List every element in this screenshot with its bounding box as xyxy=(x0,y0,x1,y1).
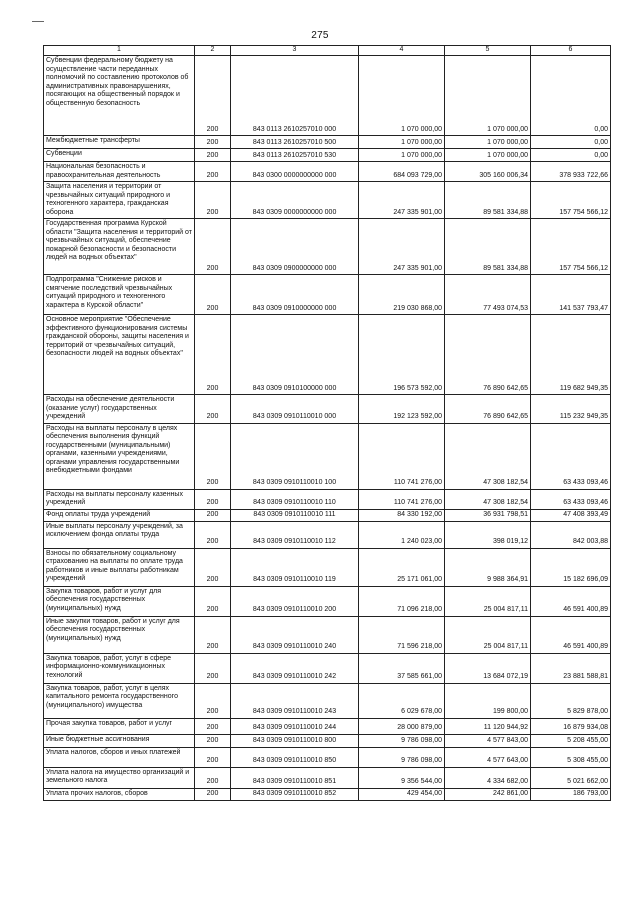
row-value-col6: 46 591 400,89 xyxy=(531,586,611,616)
row-value-col5: 4 577 843,00 xyxy=(445,734,531,747)
row-value-col5: 1 070 000,00 xyxy=(445,56,531,136)
row-budget-code: 843 0309 0910110010 243 xyxy=(231,683,359,718)
row-name: Государственная программа Курской области "Защита населения и территорий от чрезвычайных ситуаций, обеспечение пожарной безопасности и безопасности людей на водных объектах" xyxy=(44,219,195,275)
row-budget-code: 843 0300 0000000000 000 xyxy=(231,162,359,182)
row-value-col4: 71 096 218,00 xyxy=(359,586,445,616)
table-row xyxy=(44,509,611,521)
table-row xyxy=(44,788,611,800)
row-value-col5: 47 308 182,54 xyxy=(445,423,531,489)
row-value-col4: 429 454,00 xyxy=(359,788,445,800)
row-code: 200 xyxy=(195,162,231,182)
row-value-col6: 5 308 455,00 xyxy=(531,747,611,767)
row-code: 200 xyxy=(195,767,231,788)
row-value-col5: 199 800,00 xyxy=(445,683,531,718)
row-budget-code: 843 0309 0000000000 000 xyxy=(231,182,359,219)
table-row xyxy=(44,219,611,275)
row-value-col5: 398 019,12 xyxy=(445,521,531,548)
row-value-col5: 242 861,00 xyxy=(445,788,531,800)
row-code: 200 xyxy=(195,747,231,767)
row-value-col6: 186 793,00 xyxy=(531,788,611,800)
row-budget-code: 843 0309 0910110010 200 xyxy=(231,586,359,616)
row-value-col6: 0,00 xyxy=(531,136,611,149)
row-name: Подпрограмма "Снижение рисков и смягчение последствий чрезвычайных ситуаций природного и техногенного характера в Курской области" xyxy=(44,275,195,315)
row-name: Иные выплаты персоналу учреждений, за исключением фонда оплаты труда xyxy=(44,521,195,548)
row-name: Расходы на выплаты персоналу казенных учреждений xyxy=(44,489,195,509)
table-row xyxy=(44,767,611,788)
row-value-col4: 37 585 661,00 xyxy=(359,653,445,683)
row-value-col6: 157 754 566,12 xyxy=(531,219,611,275)
row-budget-code: 843 0309 0910110010 240 xyxy=(231,616,359,653)
row-value-col6: 63 433 093,46 xyxy=(531,489,611,509)
row-value-col4: 196 573 592,00 xyxy=(359,315,445,395)
row-code: 200 xyxy=(195,149,231,162)
row-code: 200 xyxy=(195,315,231,395)
row-name: Закупка товаров, работ, услуг в целях капитального ремонта государственного (муниципального) имущества xyxy=(44,683,195,718)
row-name: Уплата прочих налогов, сборов xyxy=(44,788,195,800)
row-value-col6: 157 754 566,12 xyxy=(531,182,611,219)
row-name: Уплата налога на имущество организаций и земельного налога xyxy=(44,767,195,788)
table-row xyxy=(44,747,611,767)
row-value-col4: 1 070 000,00 xyxy=(359,136,445,149)
row-value-col5: 25 004 817,11 xyxy=(445,616,531,653)
row-value-col6: 5 208 455,00 xyxy=(531,734,611,747)
row-value-col4: 71 596 218,00 xyxy=(359,616,445,653)
row-value-col6: 378 933 722,66 xyxy=(531,162,611,182)
row-name: Расходы на обеспечение деятельности (оказание услуг) государственных учреждений xyxy=(44,395,195,424)
table-row xyxy=(44,653,611,683)
row-value-col4: 684 093 729,00 xyxy=(359,162,445,182)
row-value-col5: 9 988 364,91 xyxy=(445,548,531,586)
row-value-col5: 1 070 000,00 xyxy=(445,136,531,149)
row-value-col6: 0,00 xyxy=(531,149,611,162)
row-value-col5: 305 160 006,34 xyxy=(445,162,531,182)
row-value-col6: 47 408 393,49 xyxy=(531,509,611,521)
row-value-col4: 247 335 901,00 xyxy=(359,219,445,275)
row-code: 200 xyxy=(195,395,231,424)
table-row xyxy=(44,136,611,149)
row-budget-code: 843 0309 0910110010 111 xyxy=(231,509,359,521)
row-budget-code: 843 0113 2610257010 500 xyxy=(231,136,359,149)
row-value-col4: 247 335 901,00 xyxy=(359,182,445,219)
row-code: 200 xyxy=(195,586,231,616)
row-value-col5: 47 308 182,54 xyxy=(445,489,531,509)
row-value-col4: 110 741 276,00 xyxy=(359,423,445,489)
row-code: 200 xyxy=(195,509,231,521)
header-cell: 6 xyxy=(531,46,611,56)
table-row xyxy=(44,315,611,395)
row-code: 200 xyxy=(195,616,231,653)
table-row xyxy=(44,56,611,136)
row-code: 200 xyxy=(195,683,231,718)
row-value-col6: 5 829 878,00 xyxy=(531,683,611,718)
row-value-col6: 141 537 793,47 xyxy=(531,275,611,315)
row-value-col5: 1 070 000,00 xyxy=(445,149,531,162)
table-row xyxy=(44,149,611,162)
row-value-col5: 4 334 682,00 xyxy=(445,767,531,788)
row-code: 200 xyxy=(195,219,231,275)
row-budget-code: 843 0309 0900000000 000 xyxy=(231,219,359,275)
row-code: 200 xyxy=(195,734,231,747)
row-value-col4: 6 029 678,00 xyxy=(359,683,445,718)
row-value-col4: 84 330 192,00 xyxy=(359,509,445,521)
row-name: Закупка товаров, работ, услуг в сфере информационно-коммуникационных технологий xyxy=(44,653,195,683)
table-row xyxy=(44,275,611,315)
table-row xyxy=(44,489,611,509)
row-value-col4: 9 786 098,00 xyxy=(359,747,445,767)
row-value-col5: 36 931 798,51 xyxy=(445,509,531,521)
row-name: Основное мероприятие "Обеспечение эффективного функционирования системы гражданской обороны, защиты населения и территорий от чрезвычайных ситуаций, безопасности людей на водных объектах" xyxy=(44,315,195,395)
row-value-col4: 1 240 023,00 xyxy=(359,521,445,548)
row-budget-code: 843 0113 2610257010 000 xyxy=(231,56,359,136)
page-edge-mark xyxy=(32,21,44,22)
row-budget-code: 843 0309 0910110010 800 xyxy=(231,734,359,747)
row-code: 200 xyxy=(195,182,231,219)
row-budget-code: 843 0309 0910000000 000 xyxy=(231,275,359,315)
table-row xyxy=(44,182,611,219)
row-code: 200 xyxy=(195,56,231,136)
row-name: Иные закупки товаров, работ и услуг для обеспечения государственных (муниципальных) нужд xyxy=(44,616,195,653)
table-row xyxy=(44,521,611,548)
row-code: 200 xyxy=(195,423,231,489)
row-value-col6: 23 881 588,81 xyxy=(531,653,611,683)
row-value-col5: 13 684 072,19 xyxy=(445,653,531,683)
header-cell: 5 xyxy=(445,46,531,56)
row-value-col6: 46 591 400,89 xyxy=(531,616,611,653)
row-name: Уплата налогов, сборов и иных платежей xyxy=(44,747,195,767)
table-row xyxy=(44,683,611,718)
table-row xyxy=(44,718,611,734)
row-value-col5: 89 581 334,88 xyxy=(445,182,531,219)
page-number: 275 xyxy=(311,30,329,41)
row-name: Межбюджетные трансферты xyxy=(44,136,195,149)
row-name: Национальная безопасность и правоохранительная деятельность xyxy=(44,162,195,182)
row-value-col5: 25 004 817,11 xyxy=(445,586,531,616)
row-value-col5: 77 493 074,53 xyxy=(445,275,531,315)
row-budget-code: 843 0309 0910110010 242 xyxy=(231,653,359,683)
row-value-col5: 89 581 334,88 xyxy=(445,219,531,275)
row-value-col4: 1 070 000,00 xyxy=(359,56,445,136)
row-budget-code: 843 0309 0910110010 851 xyxy=(231,767,359,788)
row-value-col5: 76 890 642,65 xyxy=(445,395,531,424)
table-row xyxy=(44,586,611,616)
row-value-col5: 4 577 643,00 xyxy=(445,747,531,767)
row-budget-code: 843 0309 0910110010 119 xyxy=(231,548,359,586)
row-value-col6: 15 182 696,09 xyxy=(531,548,611,586)
row-name: Субвенции федеральному бюджету на осуществление части переданных полномочий по составлению протоколов об административных правонарушениях, посягающих на общественный порядок и общественную безопасность xyxy=(44,56,195,136)
row-value-col5: 11 120 944,92 xyxy=(445,718,531,734)
table-row xyxy=(44,395,611,424)
row-name: Иные бюджетные ассигнования xyxy=(44,734,195,747)
budget-table xyxy=(43,45,611,801)
row-budget-code: 843 0309 0910110010 100 xyxy=(231,423,359,489)
row-value-col6: 119 682 949,35 xyxy=(531,315,611,395)
table-row xyxy=(44,423,611,489)
row-name: Фонд оплаты труда учреждений xyxy=(44,509,195,521)
row-value-col5: 76 890 642,65 xyxy=(445,315,531,395)
row-code: 200 xyxy=(195,653,231,683)
row-budget-code: 843 0309 0910110010 852 xyxy=(231,788,359,800)
row-name: Расходы на выплаты персоналу в целях обеспечения выполнения функций государственными (муниципальными) органами, казенными учреждениями, органами управления государственными внебюджетными фондами xyxy=(44,423,195,489)
row-value-col6: 16 879 934,08 xyxy=(531,718,611,734)
row-name: Защита населения и территории от чрезвычайных ситуаций природного и техногенного характера, гражданская оборона xyxy=(44,182,195,219)
table-row xyxy=(44,616,611,653)
table-row xyxy=(44,548,611,586)
table-header-row xyxy=(44,46,611,56)
row-value-col6: 842 003,88 xyxy=(531,521,611,548)
row-code: 200 xyxy=(195,489,231,509)
row-name: Взносы по обязательному социальному страхованию на выплаты по оплате труда работников и иные выплаты работникам учреждений xyxy=(44,548,195,586)
row-value-col4: 1 070 000,00 xyxy=(359,149,445,162)
header-cell: 2 xyxy=(195,46,231,56)
row-code: 200 xyxy=(195,275,231,315)
header-cell: 1 xyxy=(44,46,195,56)
table-row xyxy=(44,734,611,747)
row-value-col4: 192 123 592,00 xyxy=(359,395,445,424)
row-value-col6: 0,00 xyxy=(531,56,611,136)
row-code: 200 xyxy=(195,788,231,800)
row-value-col4: 110 741 276,00 xyxy=(359,489,445,509)
row-code: 200 xyxy=(195,521,231,548)
row-code: 200 xyxy=(195,718,231,734)
row-name: Закупка товаров, работ и услуг для обеспечения государственных (муниципальных) нужд xyxy=(44,586,195,616)
row-value-col6: 115 232 949,35 xyxy=(531,395,611,424)
row-value-col4: 25 171 061,00 xyxy=(359,548,445,586)
row-value-col4: 28 000 879,00 xyxy=(359,718,445,734)
row-budget-code: 843 0309 0910110010 112 xyxy=(231,521,359,548)
header-cell: 4 xyxy=(359,46,445,56)
table-row xyxy=(44,162,611,182)
row-budget-code: 843 0309 0910110010 244 xyxy=(231,718,359,734)
row-value-col6: 5 021 662,00 xyxy=(531,767,611,788)
row-value-col4: 9 356 544,00 xyxy=(359,767,445,788)
row-budget-code: 843 0113 2610257010 530 xyxy=(231,149,359,162)
row-budget-code: 843 0309 0910110010 850 xyxy=(231,747,359,767)
row-value-col4: 219 030 868,00 xyxy=(359,275,445,315)
header-cell: 3 xyxy=(231,46,359,56)
row-name: Прочая закупка товаров, работ и услуг xyxy=(44,718,195,734)
row-budget-code: 843 0309 0910110010 110 xyxy=(231,489,359,509)
row-value-col6: 63 433 093,46 xyxy=(531,423,611,489)
row-budget-code: 843 0309 0910110010 000 xyxy=(231,395,359,424)
row-value-col4: 9 786 098,00 xyxy=(359,734,445,747)
row-name: Субвенции xyxy=(44,149,195,162)
row-code: 200 xyxy=(195,548,231,586)
row-budget-code: 843 0309 0910100000 000 xyxy=(231,315,359,395)
row-code: 200 xyxy=(195,136,231,149)
